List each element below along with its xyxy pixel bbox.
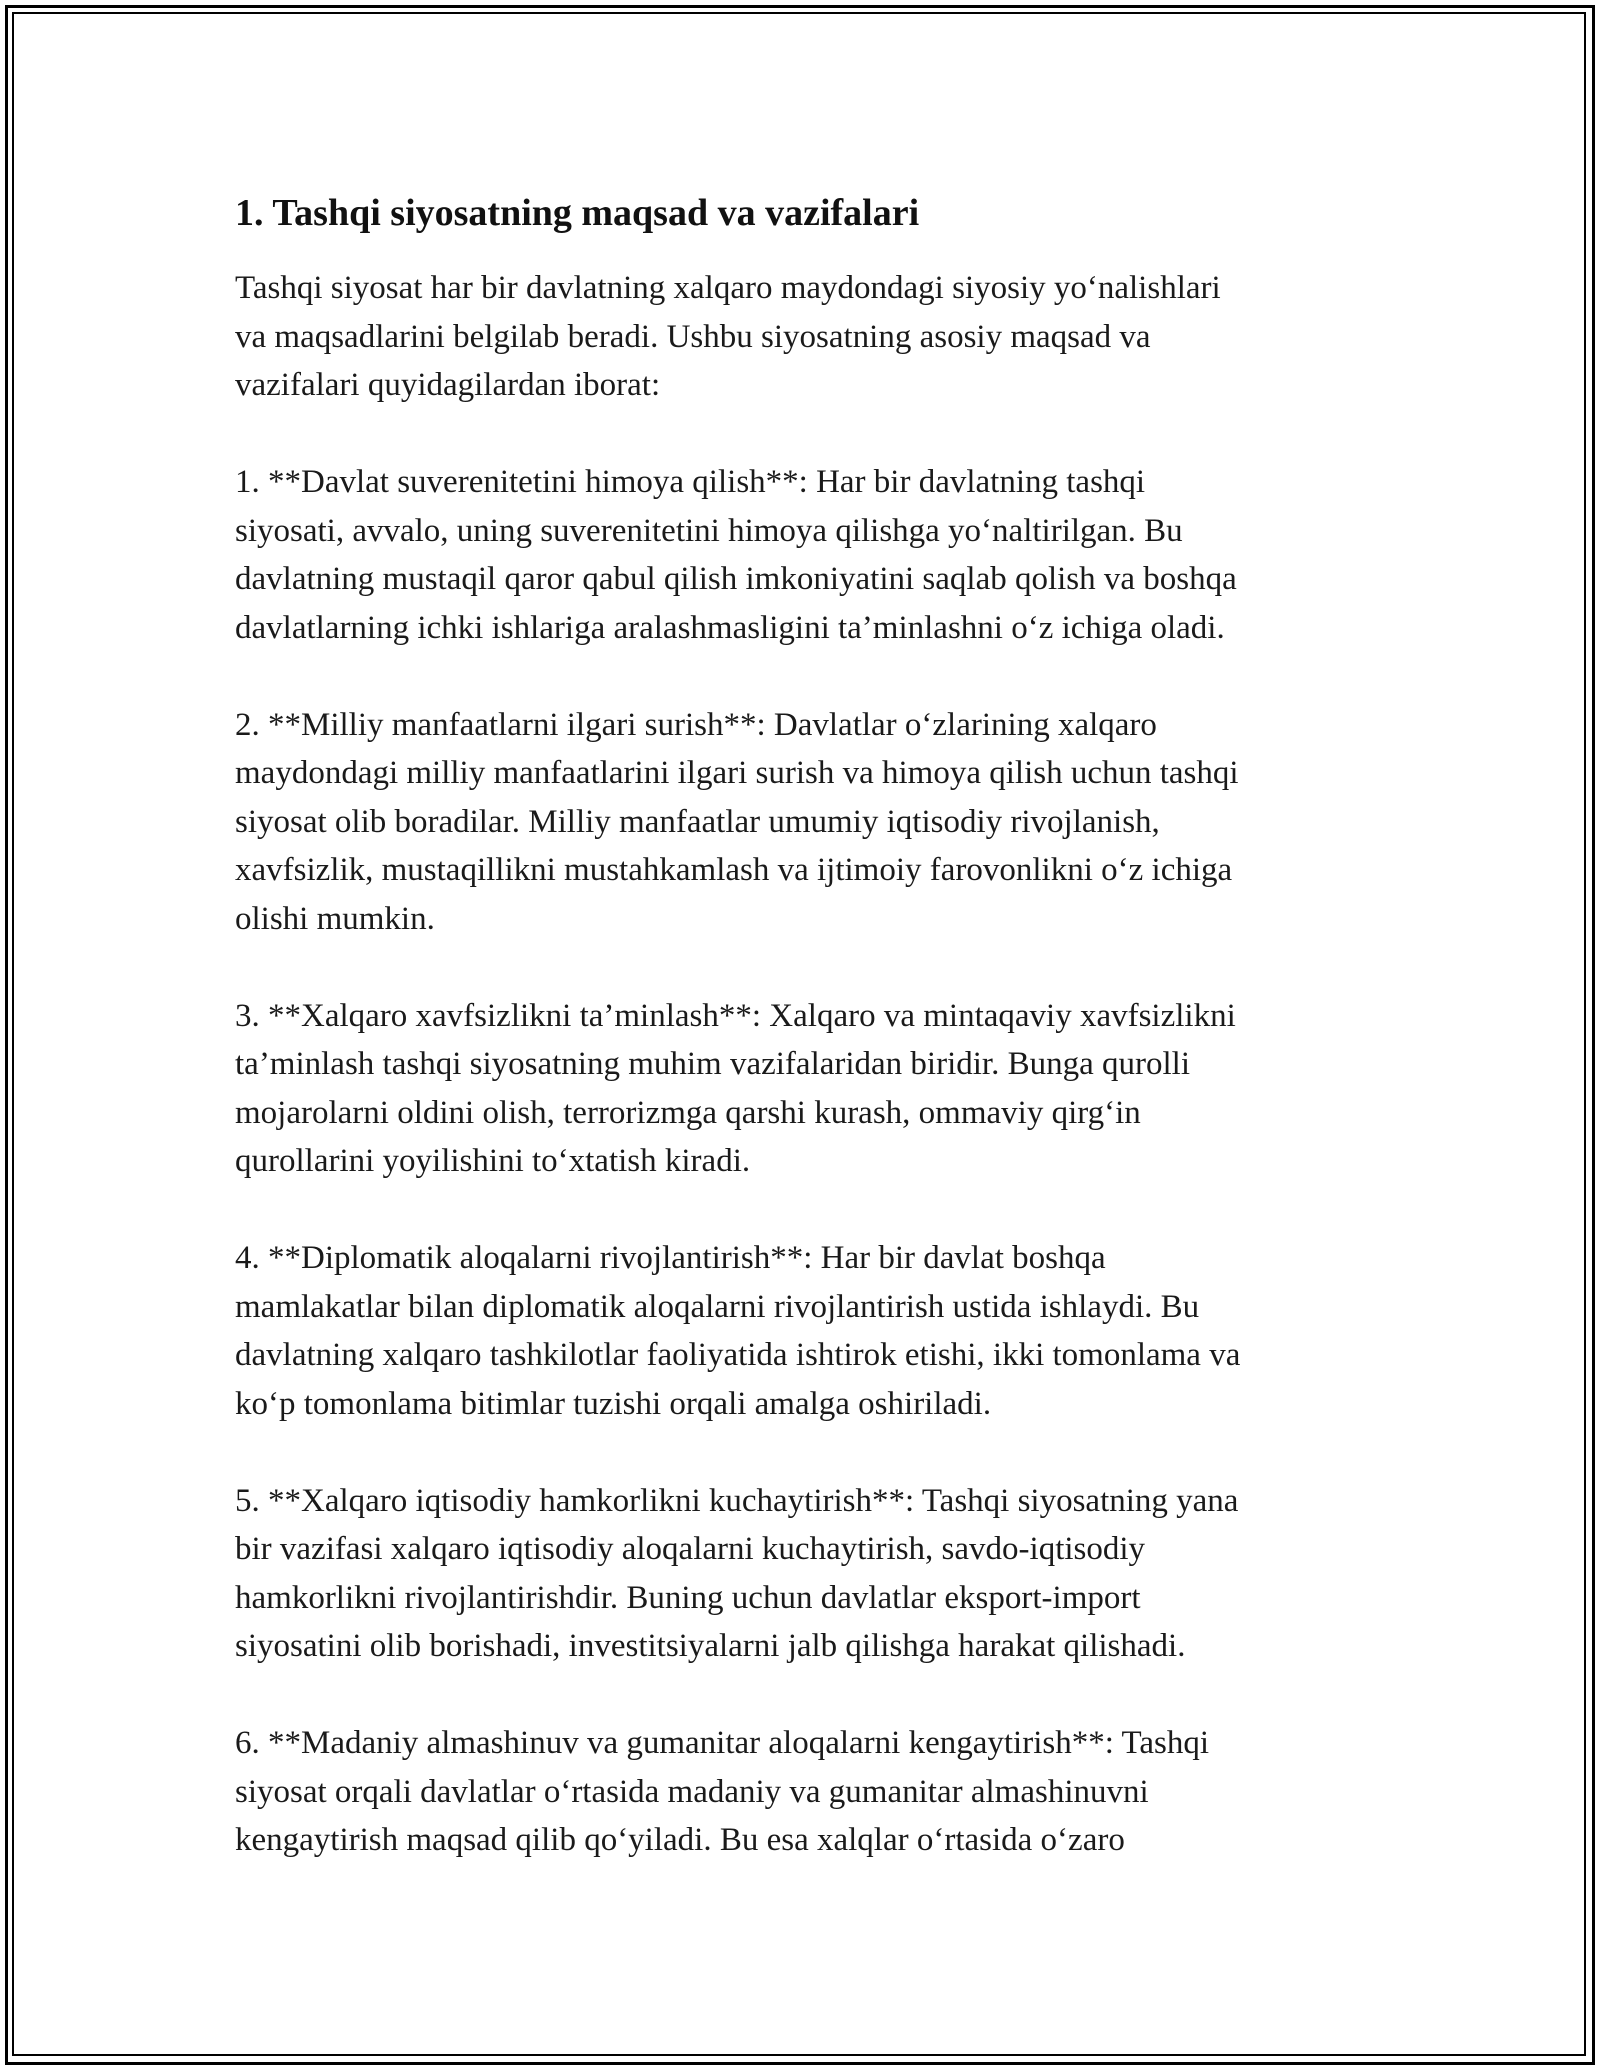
text-line: kengaytirish maqsad qilib qo‘yiladi. Bu esa xalqlar o‘rtasida o‘zaro (235, 1822, 1125, 1858)
text-line: davlatning mustaqil qaror qabul qilish imkoniyatini saqlab qolish va boshqa (235, 561, 1237, 597)
text-line: 5. **Xalqaro iqtisodiy hamkorlikni kuchaytirish**: Tashqi siyosatning yana (235, 1482, 1239, 1519)
list-item-paragraph-5 (235, 1477, 1365, 1671)
list-item-paragraph-3 (235, 992, 1365, 1186)
text-line: ta’minlash tashqi siyosatning muhim vazifalaridan biridir. Bunga qurolli (235, 1046, 1191, 1082)
list-item-paragraph-2 (235, 701, 1365, 944)
text-line: qurollarini yoyilishini to‘xtatish kiradi. (235, 1143, 751, 1179)
text-line: hamkorlikni rivojlantirishdir. Buning uchun davlatlar eksport-import (235, 1579, 1141, 1616)
text-line: 4. **Diplomatik aloqalarni rivojlantirish**: Har bir davlat boshqa (235, 1240, 1106, 1276)
text-line: va maqsadlarini belgilab beradi. Ushbu siyosatning asosiy maqsad va (235, 318, 1151, 355)
intro-paragraph (235, 264, 1365, 410)
text-line: mojarolarni oldini olish, terrorizmga qarshi kurash, ommaviy qirg‘in (235, 1094, 1141, 1131)
list-item-paragraph-4 (235, 1234, 1365, 1428)
document-page (235, 186, 1365, 1913)
text-line: xavfsizlik, mustaqillikni mustahkamlash va ijtimoiy farovonlikni o‘z ichiga (235, 852, 1233, 888)
text-line: davlatning xalqaro tashkilotlar faoliyatida ishtirok etishi, ikki tomonlama va (235, 1337, 1241, 1373)
text-line: vazifalari quyidagilardan iborat: (235, 367, 661, 403)
text-line: siyosat olib boradilar. Milliy manfaatlar umumiy iqtisodiy rivojlanish, (235, 803, 1160, 840)
text-line: 2. **Milliy manfaatlarni ilgari surish**: Davlatlar o‘zlarining xalqaro (235, 706, 1157, 743)
text-line: olishi mumkin. (235, 900, 435, 937)
text-line: siyosati, avvalo, uning suverenitetini himoya qilishga yo‘naltirilgan. Bu (235, 512, 1183, 549)
text-line: Tashqi siyosat har bir davlatning xalqaro maydondagi siyosiy yo‘nalishlari (235, 270, 1221, 306)
list-item-paragraph-1 (235, 458, 1365, 652)
text-line: siyosatini olib borishadi, investitsiyalarni jalb qilishga harakat qilishadi. (235, 1628, 1186, 1664)
text-line: 3. **Xalqaro xavfsizlikni ta’minlash**: Xalqaro va mintaqaviy xavfsizlikni (235, 997, 1236, 1034)
text-line: 1. **Davlat suverenitetini himoya qilish**: Har bir davlatning tashqi (235, 464, 1146, 500)
section-heading: 1. Tashqi siyosatning maqsad va vazifalari (235, 192, 920, 234)
text-line: davlatlarning ichki ishlariga aralashmasligini ta’minlashni o‘z ichiga oladi. (235, 609, 1225, 646)
list-item-paragraph-6 (235, 1719, 1365, 1865)
text-line: bir vazifasi xalqaro iqtisodiy aloqalarni kuchaytirish, savdo-iqtisodiy (235, 1531, 1146, 1567)
text-line: 6. **Madaniy almashinuv va gumanitar aloqalarni kengaytirish**: Tashqi (235, 1725, 1210, 1761)
text-line: ko‘p tomonlama bitimlar tuzishi orqali amalga oshiriladi. (235, 1385, 992, 1422)
text-line: mamlakatlar bilan diplomatik aloqalarni rivojlantirish ustida ishlaydi. Bu (235, 1288, 1200, 1325)
text-line: siyosat orqali davlatlar o‘rtasida madaniy va gumanitar almashinuvni (235, 1773, 1149, 1810)
text-line: maydondagi milliy manfaatlarini ilgari surish va himoya qilish uchun tashqi (235, 755, 1239, 791)
